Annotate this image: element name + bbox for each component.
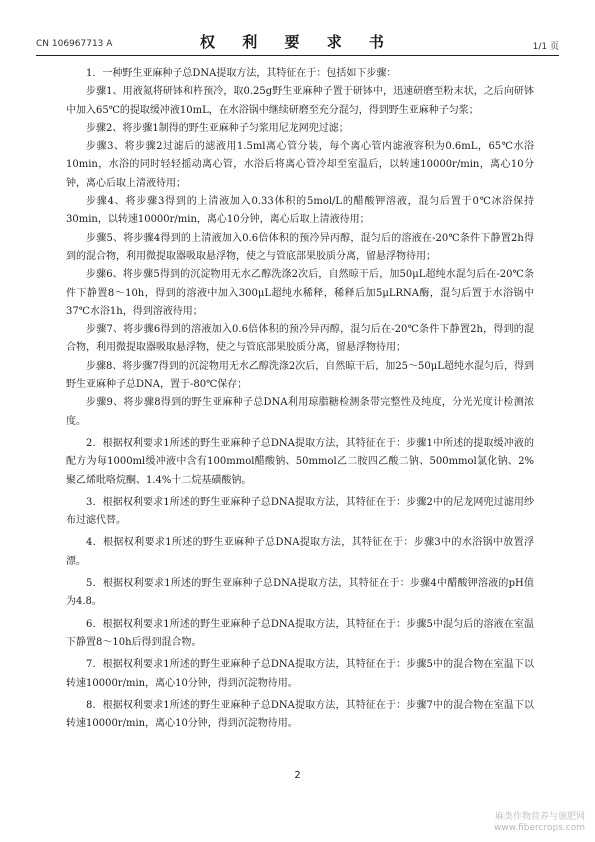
claim-2: 2．根据权利要求1所述的野生亚麻种子总DNA提取方法，其特征在于：步骤1中所述的提取缓冲液的配方为每1000ml缓冲液中含有100mmol醋酸钠、50mmol乙二胺四乙酸二钠、500mmol氯化钠、2%聚乙烯吡咯烷酮、1.4%十二烷基磺酸钠。 (66, 437, 534, 486)
claim-3: 3．根据权利要求1所述的野生亚麻种子总DNA提取方法，其特征在于：步骤2中的尼龙网兜过滤用纱布过滤代替。 (66, 496, 534, 527)
watermark-url: www.fibercrops.com (494, 823, 585, 833)
claim-1-step-8: 步骤8、将步骤7得到的沉淀物用无水乙醇洗涤2次后，自然晾干后，加25～50μL超纯水混匀后，得到野生亚麻种子总DNA，置于-80℃保存； (66, 360, 534, 391)
claim-1-step-1: 步骤1、用液氮将研钵和杵预冷，取0.25g野生亚麻种子置于研钵中，迅速研磨至粉末状，之后向研钵中加入65℃的提取缓冲液10mL，在水浴锅中继续研磨至充分混匀，得到野生亚麻种子匀浆； (66, 86, 534, 116)
claim-4: 4．根据权利要求1所述的野生亚麻种子总DNA提取方法，其特征在于：步骤3中的水浴锅中放置浮漂。 (66, 537, 534, 567)
claim-1-step-5: 步骤5、将步骤4得到的上清液加入0.6倍体积的预冷异丙醇，混匀后的溶液在-20℃条件下静置2h得到的混合物，利用微提取器吸取悬浮物，使之与管底部果胶质分离，留悬浮物待用； (66, 232, 534, 262)
page-indicator: 1/1 页 (532, 42, 559, 52)
document-title: 权 利 要 求 书 (200, 33, 395, 51)
claim-1-step-6: 步骤6、将步骤5得到的沉淀物用无水乙醇洗涤2次后，自然晾干后，加50μL超纯水混匀后在-20℃条件下静置8～10h，得到的溶液中加入300μL超纯水稀释，稀释后加5μLRNA酶，混匀后置于水浴锅中37℃水浴1h，得到溶液待用； (66, 269, 534, 317)
claim-8: 8．根据权利要求1所述的野生亚麻种子总DNA提取方法，其特征在于：步骤7中的混合物在室温下以转速10000r/min，离心10分钟，得到沉淀物待用。 (66, 699, 534, 730)
page-number: 2 (294, 770, 301, 781)
claim-1-step-7: 步骤7、将步骤6得到的溶液加入0.6倍体积的预冷异丙醇，混匀后在-20℃条件下静置2h，得到的混合物，利用微提取器吸取悬浮物，使之与管底部果胶质分离，留悬浮物待用； (66, 324, 534, 354)
claim-7: 7．根据权利要求1所述的野生亚麻种子总DNA提取方法，其特征在于：步骤5中的混合物在室温下以转速10000r/min，离心10分钟，得到沉淀物待用。 (66, 659, 534, 689)
claim-5: 5．根据权利要求1所述的野生亚麻种子总DNA提取方法，其特征在于：步骤4中醋酸钾溶液的pH值为4.8。 (66, 578, 534, 608)
claim-6: 6．根据权利要求1所述的野生亚麻种子总DNA提取方法，其特征在于：步骤5中混匀后的溶液在室温下静置8～10h后得到混合物。 (66, 618, 534, 648)
claim-1-step-4: 步骤4、将步骤3得到的上清液加入0.33体积的5mol/L的醋酸钾溶液，混匀后置于0℃冰浴保持30min，以转速10000r/min，离心10分钟，离心后取上清液待用； (66, 196, 534, 226)
claim-1-step-9: 步骤9、将步骤8得到的野生亚麻种子总DNA利用琼脂糖检测条带完整性及纯度，分光光度计检测浓度。 (66, 397, 534, 427)
watermark-site-name: 麻类作物营养与施肥网 (494, 812, 585, 822)
claims-body (66, 65, 534, 733)
publication-number: CN 106967713 A (36, 39, 113, 49)
claim-1-step-3: 步骤3、将步骤2过滤后的滤液用1.5ml离心管分装，每个离心管内滤液容积为0.6mL，65℃水浴10min，水浴的同时轻轻摇动离心管，水浴后将离心管冷却至室温后，以转速10000r/min，离心10分钟，离心后取上清液待用； (66, 141, 534, 189)
site-watermark (494, 812, 585, 834)
header-divider (36, 55, 559, 56)
claim-1-step-2: 步骤2、将步骤1制得的野生亚麻种子匀浆用尼龙网兜过滤； (86, 122, 349, 134)
claim-1-title: 1．一种野生亚麻种子总DNA提取方法，其特征在于：包括如下步骤： (86, 68, 397, 79)
page-header (36, 30, 559, 52)
